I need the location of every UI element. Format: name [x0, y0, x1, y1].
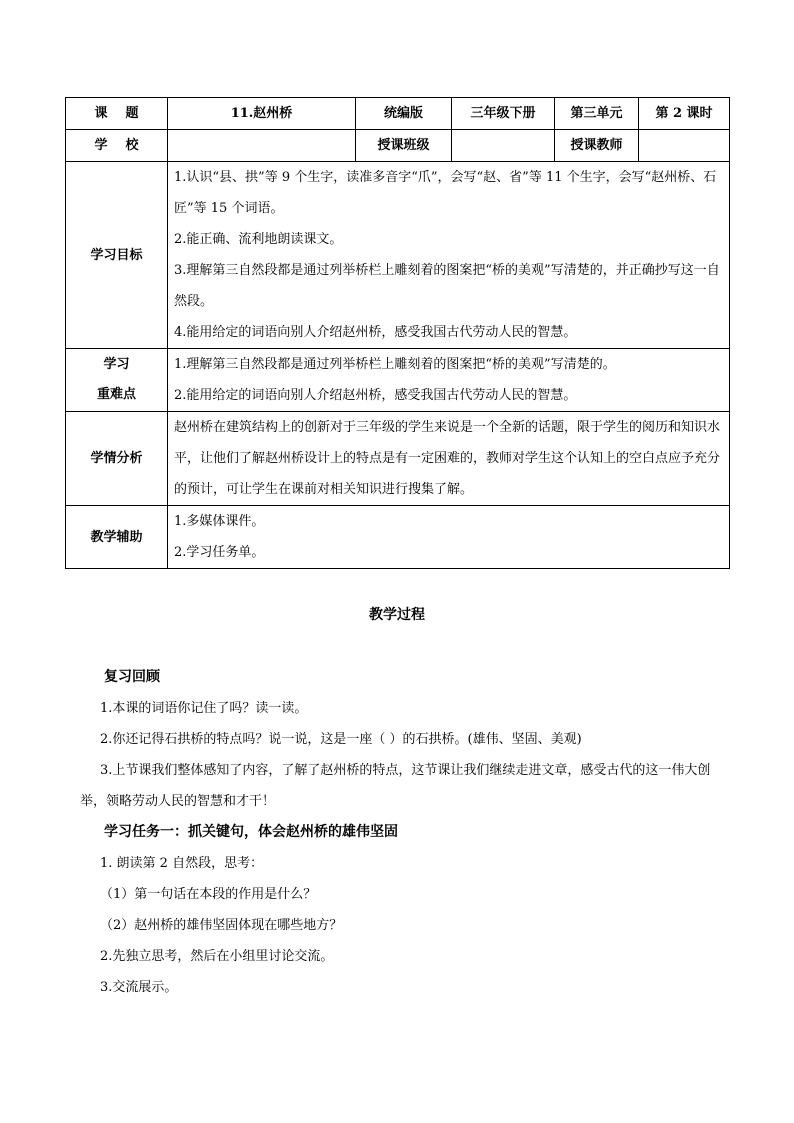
row-key-points [66, 349, 730, 412]
row-aids [66, 506, 730, 569]
review-heading: 复习回顾 [104, 669, 160, 685]
lesson-info-table [65, 97, 730, 569]
review-item: 3.上节课我们整体感知了内容，了解了赵州桥的特点，这节课让我们继续走进文章，感受古代的这一伟大创举，领略劳动人民的智慧和才干！ [80, 763, 711, 809]
task1-item: 2.先独立思考，然后在小组里讨论交流。 [100, 949, 334, 964]
teacher-value [639, 130, 730, 162]
key-points-label-line1: 学习 [103, 357, 130, 372]
aids-label: 教学辅助 [66, 506, 168, 569]
row-lesson [66, 98, 730, 130]
process-title: 教学过程 [369, 607, 425, 623]
analysis-label: 学情分析 [66, 412, 168, 506]
review-item: 1.本课的词语你记住了吗？读一读。 [100, 701, 308, 716]
aid-item: 2.学习任务单。 [174, 545, 265, 560]
goal-item: 4.能用给定的词语向别人介绍赵州桥，感受我国古代劳动人民的智慧。 [174, 325, 577, 340]
row-goals [66, 162, 730, 349]
aid-item: 1.多媒体课件。 [174, 514, 265, 529]
analysis-text: 赵州桥在建筑结构上的创新对于三年级的学生来说是一个全新的话题，限于学生的阅历和知识水平，让他们了解赵州桥设计上的特点是有一定困难的，教师对学生这个认知上的空白点应予充分的预计，可让学生在课前对相关知识进行搜集了解。 [174, 420, 721, 497]
task1-item: （1）第一句话在本段的作用是什么？ [100, 887, 317, 902]
task1-item: 1. 朗读第 2 自然段，思考： [100, 856, 264, 871]
key-point-item: 2.能用给定的词语向别人介绍赵州桥，感受我国古代劳动人民的智慧。 [174, 388, 577, 403]
goal-item: 3.理解第三自然段都是通过列举桥栏上雕刻着的图案把“桥的美观”写清楚的，并正确抄写这一自然段。 [174, 263, 720, 309]
school-label: 学 校 [66, 130, 168, 162]
key-points-content [168, 349, 730, 412]
row-analysis [66, 412, 730, 506]
key-point-item: 1.理解第三自然段都是通过列举桥栏上雕刻着的图案把“桥的美观”写清楚的。 [174, 357, 616, 372]
period: 第 2 课时 [639, 98, 730, 130]
key-points-label-line2: 重难点 [96, 387, 136, 402]
process-body [80, 662, 730, 1003]
task1-item: 3.交流展示。 [100, 980, 178, 995]
goals-label: 学习目标 [66, 162, 168, 349]
goal-item: 2.能正确、流利地朗读课文。 [174, 232, 343, 247]
goal-item: 1.认识“县、拱”等 9 个生字，读准多音字“爪”，会写“赵、省”等 11 个生字，会写“赵州桥、石匠”等 15 个词语。 [174, 170, 717, 216]
key-points-label [66, 349, 168, 412]
analysis-content [168, 412, 730, 506]
unit: 第三单元 [555, 98, 639, 130]
school-value [168, 130, 356, 162]
row-school [66, 130, 730, 162]
task1-item: （2）赵州桥的雄伟坚固体现在哪些地方？ [100, 918, 343, 933]
aids-content [168, 506, 730, 569]
review-item: 2.你还记得石拱桥的特点吗？说一说，这是一座（ ）的石拱桥。(雄伟、坚固、美观) [100, 732, 582, 747]
class-label: 授课班级 [356, 130, 452, 162]
task1-heading: 学习任务一：抓关键句，体会赵州桥的雄伟坚固 [104, 824, 398, 840]
teacher-label: 授课教师 [555, 130, 639, 162]
goals-content [168, 162, 730, 349]
grade: 三年级下册 [452, 98, 555, 130]
class-value [452, 130, 555, 162]
edition: 统编版 [356, 98, 452, 130]
lesson-label: 课 题 [66, 98, 168, 130]
lesson-title: 11.赵州桥 [168, 98, 356, 130]
